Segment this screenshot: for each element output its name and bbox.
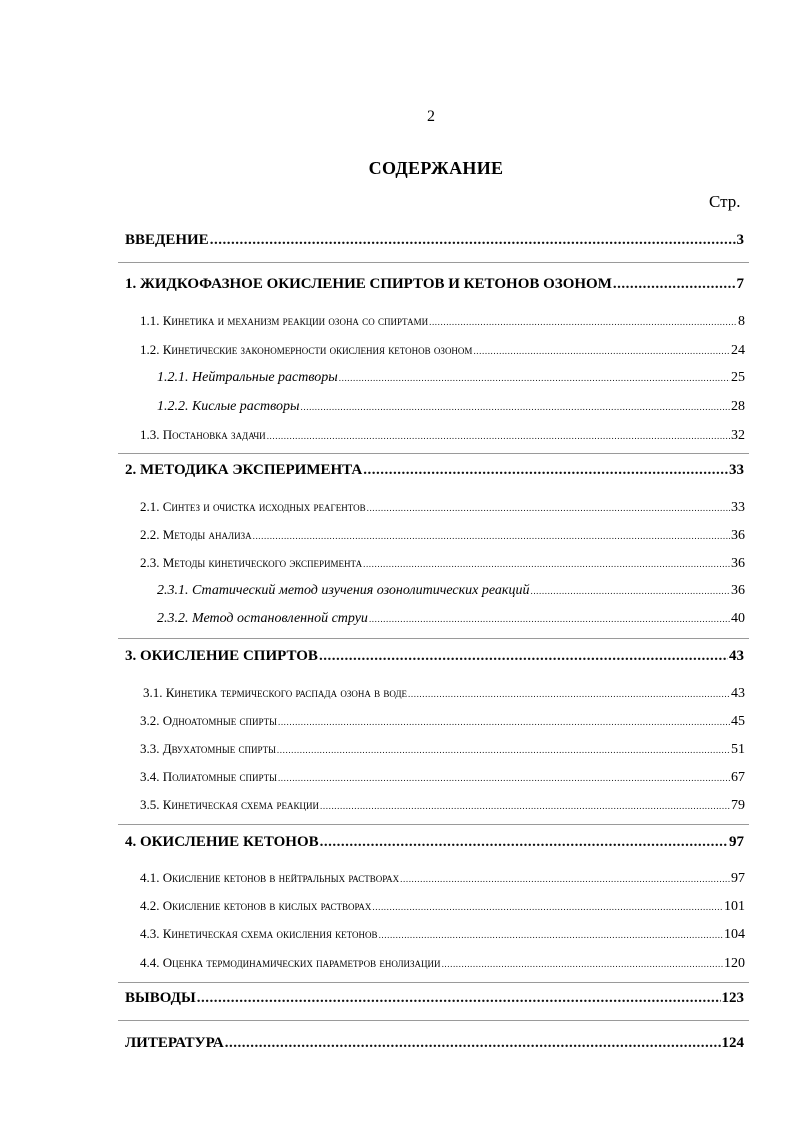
divider xyxy=(118,262,749,263)
leader-dots xyxy=(301,402,730,412)
toc-entry-page: 79 xyxy=(731,798,745,813)
toc-entry-page: 43 xyxy=(729,648,744,664)
toc-entry-4-3 xyxy=(140,926,745,943)
toc-entry-2-1 xyxy=(140,499,745,516)
toc-entry-page: 32 xyxy=(731,428,745,443)
toc-entry-label: 1.2.1. Нейтральные растворы xyxy=(157,370,338,385)
toc-entry-page: 67 xyxy=(731,770,745,785)
toc-entry-chapter-3 xyxy=(125,648,744,665)
toc-entry-label: 4.4. Оценка термодинамических параметров енолизации xyxy=(140,955,441,970)
toc-entry-page: 104 xyxy=(724,927,745,942)
toc-entry-2-3 xyxy=(140,555,745,572)
toc-entry-page: 33 xyxy=(729,462,744,478)
leader-dots xyxy=(379,930,723,940)
toc-entry-label: 1.2. Кинетические закономерности окисления кетонов озоном xyxy=(140,342,473,357)
toc-entry-3-3 xyxy=(140,741,745,758)
toc-entry-label: 4.2. Окисление кетонов в кислых растворах xyxy=(140,898,372,913)
toc-entry-1-2-1 xyxy=(157,370,745,386)
toc-entry-page: 123 xyxy=(721,990,744,1006)
divider xyxy=(118,824,749,825)
leader-dots xyxy=(363,559,730,569)
toc-entry-3-2 xyxy=(140,713,745,730)
leader-dots xyxy=(429,317,737,327)
toc-entry-page: 45 xyxy=(731,714,745,729)
toc-entry-page: 3 xyxy=(736,232,744,248)
divider xyxy=(118,453,749,454)
toc-entry-label: 4.1. Окисление кетонов в нейтральных растворах xyxy=(140,870,400,885)
divider xyxy=(118,1020,749,1021)
toc-entry-page: 36 xyxy=(731,583,745,598)
leader-dots xyxy=(367,503,730,513)
toc-entry-label: 3. ОКИСЛЕНИЕ СПИРТОВ xyxy=(125,648,318,664)
toc-entry-label: ЛИТЕРАТУРА xyxy=(125,1035,224,1051)
leader-dots xyxy=(277,745,730,755)
toc-entry-page: 36 xyxy=(731,528,745,543)
toc-entry-label: 3.5. Кинетическая схема реакции xyxy=(140,797,320,812)
toc-entry-page: 8 xyxy=(738,314,745,329)
leader-dots xyxy=(253,531,730,541)
toc-entry-label: 2.3. Методы кинетического эксперимента xyxy=(140,555,363,570)
toc-entry-literature xyxy=(125,1035,744,1052)
toc-entry-page: 7 xyxy=(736,276,744,292)
toc-entry-label: 1.2.2. Кислые растворы xyxy=(157,399,300,414)
leader-dots xyxy=(400,874,730,884)
leader-dots xyxy=(473,346,730,356)
toc-entry-label: 3.2. Одноатомные спирты xyxy=(140,713,277,728)
toc-entry-label: 1. ЖИДКОФАЗНОЕ ОКИСЛЕНИЕ СПИРТОВ И КЕТОНОВ ОЗОНОМ xyxy=(125,276,612,292)
divider xyxy=(118,638,749,639)
toc-entry-3-4 xyxy=(140,769,745,786)
toc-entry-page: 33 xyxy=(731,500,745,515)
toc-entry-label: 2.2. Методы анализа xyxy=(140,527,252,542)
leader-dots xyxy=(442,959,723,969)
toc-entry-label: 2. МЕТОДИКА ЭКСПЕРИМЕНТА xyxy=(125,462,363,478)
toc-entry-4-1 xyxy=(140,870,745,887)
toc-entry-label: 2.3.2. Метод остановленной струи xyxy=(157,611,368,626)
toc-entry-1-3 xyxy=(140,427,745,444)
leader-dots xyxy=(197,990,721,1007)
toc-entry-intro xyxy=(125,232,744,249)
toc-entry-label: 2.3.1. Статический метод изучения озонолитических реакций xyxy=(157,583,530,598)
divider xyxy=(118,982,749,983)
toc-entry-2-2 xyxy=(140,527,745,544)
leader-dots xyxy=(320,801,730,811)
toc-entry-3-5 xyxy=(140,797,745,814)
leader-dots xyxy=(363,462,728,479)
leader-dots xyxy=(369,614,730,624)
toc-entry-label: 3.3. Двухатомные спирты xyxy=(140,741,276,756)
toc-entry-4-4 xyxy=(140,955,745,972)
toc-entry-label: 1.3. Постановка задачи xyxy=(140,427,266,442)
leader-dots xyxy=(339,373,730,383)
page-title: СОДЕРЖАНИЕ xyxy=(368,158,504,178)
toc-entry-conclusions xyxy=(125,990,744,1007)
toc-entry-label: 4.3. Кинетическая схема окисления кетонов xyxy=(140,926,378,941)
page-number: 2 xyxy=(427,108,435,125)
leader-dots xyxy=(372,902,723,912)
leader-dots xyxy=(278,717,730,727)
leader-dots xyxy=(613,276,736,293)
toc-entry-page: 101 xyxy=(724,899,745,914)
toc-entry-page: 25 xyxy=(731,370,745,385)
leader-dots xyxy=(320,834,728,851)
leader-dots xyxy=(278,773,730,783)
toc-entry-chapter-1 xyxy=(125,276,744,293)
leader-dots xyxy=(225,1035,721,1052)
toc-entry-1-2 xyxy=(140,342,745,359)
toc-entry-label: ВВЕДЕНИЕ xyxy=(125,232,209,248)
toc-entry-page: 51 xyxy=(731,742,745,757)
toc-entry-1-1 xyxy=(140,313,745,330)
toc-entry-page: 36 xyxy=(731,556,745,571)
toc-entry-chapter-4 xyxy=(125,834,744,851)
toc-entry-page: 43 xyxy=(731,686,745,701)
toc-entry-label: 4. ОКИСЛЕНИЕ КЕТОНОВ xyxy=(125,834,319,850)
toc-entry-label: 2.1. Синтез и очистка исходных реагентов xyxy=(140,499,366,514)
toc-entry-1-2-2 xyxy=(157,399,745,415)
toc-entry-page: 97 xyxy=(731,871,745,886)
toc-entry-chapter-2 xyxy=(125,462,744,479)
toc-entry-page: 40 xyxy=(731,611,745,626)
page-column-label: Стр. xyxy=(709,192,741,211)
toc-entry-label: 1.1. Кинетика и механизм реакции озона со спиртами xyxy=(140,313,429,328)
toc-entry-page: 120 xyxy=(724,956,745,971)
toc-entry-label: 3.4. Полиатомные спирты xyxy=(140,769,277,784)
toc-entry-2-3-2 xyxy=(157,611,745,627)
leader-dots xyxy=(408,689,730,699)
toc-entry-page: 24 xyxy=(731,343,745,358)
toc-entry-2-3-1 xyxy=(157,583,745,599)
toc-entry-page: 124 xyxy=(721,1035,744,1051)
toc-entry-page: 97 xyxy=(729,834,744,850)
toc-entry-page: 28 xyxy=(731,399,745,414)
toc-entry-4-2 xyxy=(140,898,745,915)
leader-dots xyxy=(267,431,730,441)
leader-dots xyxy=(319,648,728,665)
toc-entry-label: 3.1. Кинетика термического распада озона в воде xyxy=(143,685,408,700)
leader-dots xyxy=(210,232,736,249)
toc-entry-3-1 xyxy=(143,685,745,702)
toc-entry-label: ВЫВОДЫ xyxy=(125,990,196,1006)
leader-dots xyxy=(530,586,730,596)
